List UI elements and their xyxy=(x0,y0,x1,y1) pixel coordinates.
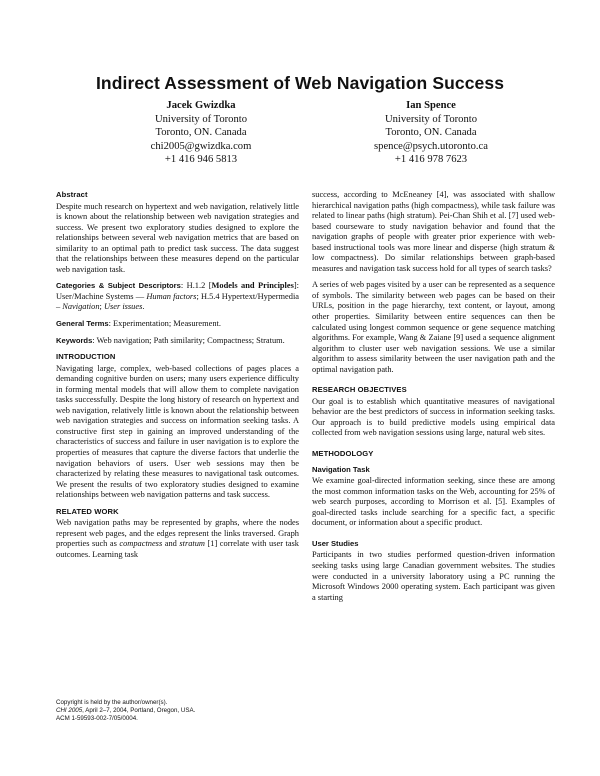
introduction-text: Navigating large, complex, web-based collections of pages places a demanding cognitive burden on users; many users experience difficulty in forming mental models that will allow them to complete navigation tasks successfully. Despite the long history of research on hypertext and web navigation, relatively little is known about the relationship between web navigation strategies and success on information seeking tasks. A constructive first step in gaining an improved understanding of the characteristics of success and failure in user navigation is to explore the properties of measures that capture the diverse factors that underlie the navigation behaviors of users. User web sessions may then be characterized by relating these measures to navigational task outcomes. We present the results of two exploratory studies designed to examine relationships between web navigation patterns and task success. xyxy=(56,363,299,500)
author-block-2 xyxy=(321,99,541,167)
keywords-paragraph: Keywords: Web navigation; Path similarity; Compactness; Stratum. xyxy=(56,335,285,345)
author-block-1 xyxy=(91,99,311,167)
author-email: chi2005@gwizdka.com xyxy=(150,140,252,152)
author-affiliation: University of Toronto xyxy=(154,113,248,125)
author-phone: +1 416 946 5813 xyxy=(164,154,238,166)
research-objectives-text: Our goal is to establish which quantitative measures of navigational behavior are the best predictors of success in information seeking tasks. Our approach is to build predictive models using empirical data collected from web navigation sessions using large, natural web sites. xyxy=(312,396,555,438)
author-phone: +1 416 978 7623 xyxy=(394,154,468,166)
related-work-continued: success, according to McEneaney [4], was associated with shallow hierarchical navigation paths (high compactness), while task failure was related to linear paths (high stratum). Pei-Chan Shih et al. [7] used web-based courseware to study navigation behavior and found that the navigation graphs of people with greater prior experience with web-based instructional tools was more linear and disperse (high stratum & low compactness). Do similar relationships between graph-based measures and navigation task success hold for all types of search tasks? xyxy=(312,190,555,273)
introduction-heading: INTRODUCTION xyxy=(56,352,116,362)
acm-line: ACM 1-59593-002-7/05/0004. xyxy=(56,715,138,722)
navigation-task-heading: Navigation Task xyxy=(312,464,370,474)
paper-title: Indirect Assessment of Web Navigation Success xyxy=(95,73,505,93)
user-studies-text: Participants in two studies performed question-driven information seeking tasks using large Canadian government websites. The studies were conducted in a university laboratory using a PC running the Microsoft Windows 2000 operating system. Each participant was given a starting xyxy=(312,550,555,602)
categories-paragraph: Categories & Subject Descriptors: H.1.2 [Models and Principles]: User/Machine Systems — Human factors; H.5.4 Hypertext/Hypermedia – Navigation; User issues. xyxy=(56,281,299,312)
author-affiliation: University of Toronto xyxy=(384,113,478,125)
author-name: Jacek Gwizdka xyxy=(166,100,236,111)
copyright-block xyxy=(56,699,299,723)
keywords-label: Keywords xyxy=(56,335,93,345)
left-column xyxy=(56,190,299,567)
author-email: spence@psych.utoronto.ca xyxy=(374,140,488,152)
abstract-heading: Abstract xyxy=(56,190,88,199)
user-studies-heading: User Studies xyxy=(312,538,359,548)
navigation-task-text: We examine goal-directed information seeking, since these are among the most common information tasks on the Web, accounting for 25% of web search purposes, according to Morrison et al. [5]. Examples of goal-directed tasks include searching for a specific fact, a specific document, or information about a specific product. xyxy=(312,476,555,528)
author-name: Ian Spence xyxy=(406,100,456,111)
research-objectives-heading: RESEARCH OBJECTIVES xyxy=(312,385,407,395)
copyright-line: Copyright is held by the author/owner(s). xyxy=(56,699,168,706)
related-work-heading: RELATED WORK xyxy=(56,506,119,516)
sequence-paragraph: A series of web pages visited by a user can be represented as a sequence of symbols. The similarity between web pages can be based on their URLs, position in the page hierarchy, text content, or layout, among other properties. Similarity between entire sequences can then be calculated using longest common sequence or gene sequence matching algorithms. For example, Wang & Zaiane [9] used a sequence alignment algorithm to cluster user web navigation sessions. We use a similar algorithm to assess similarity between the user navigation path and the optimal navigation path. xyxy=(312,280,555,374)
author-city: Toronto, ON. Canada xyxy=(155,127,247,139)
methodology-heading: METHODOLOGY xyxy=(312,449,374,459)
related-work-text: Web navigation paths may be represented by graphs, where the nodes represent web pages, and the edges represent the links traversed. Graph properties such as compactness and stratum [1] correlate with user task outcomes. Learning task xyxy=(56,518,299,559)
right-column xyxy=(312,190,555,609)
general-terms-paragraph: General Terms: Experimentation; Measurement. xyxy=(56,319,221,329)
categories-label: Categories & Subject Descriptors xyxy=(56,281,181,291)
abstract-text: Despite much research on hypertext and web navigation, relatively little is known about the relationship between web navigation strategies and success. We present two exploratory studies designed to explore the relationships between several web navigation metrics that are based on similarity to an optimal path to predict task success. The data suggest that the relationships between these measures depend on the particular web navigation task. xyxy=(56,201,299,274)
conference-line: CHI 2005, April 2–7, 2004, Portland, Oregon, USA. xyxy=(56,707,196,714)
author-city: Toronto, ON. Canada xyxy=(385,127,477,139)
general-terms-label: General Terms xyxy=(56,319,109,329)
